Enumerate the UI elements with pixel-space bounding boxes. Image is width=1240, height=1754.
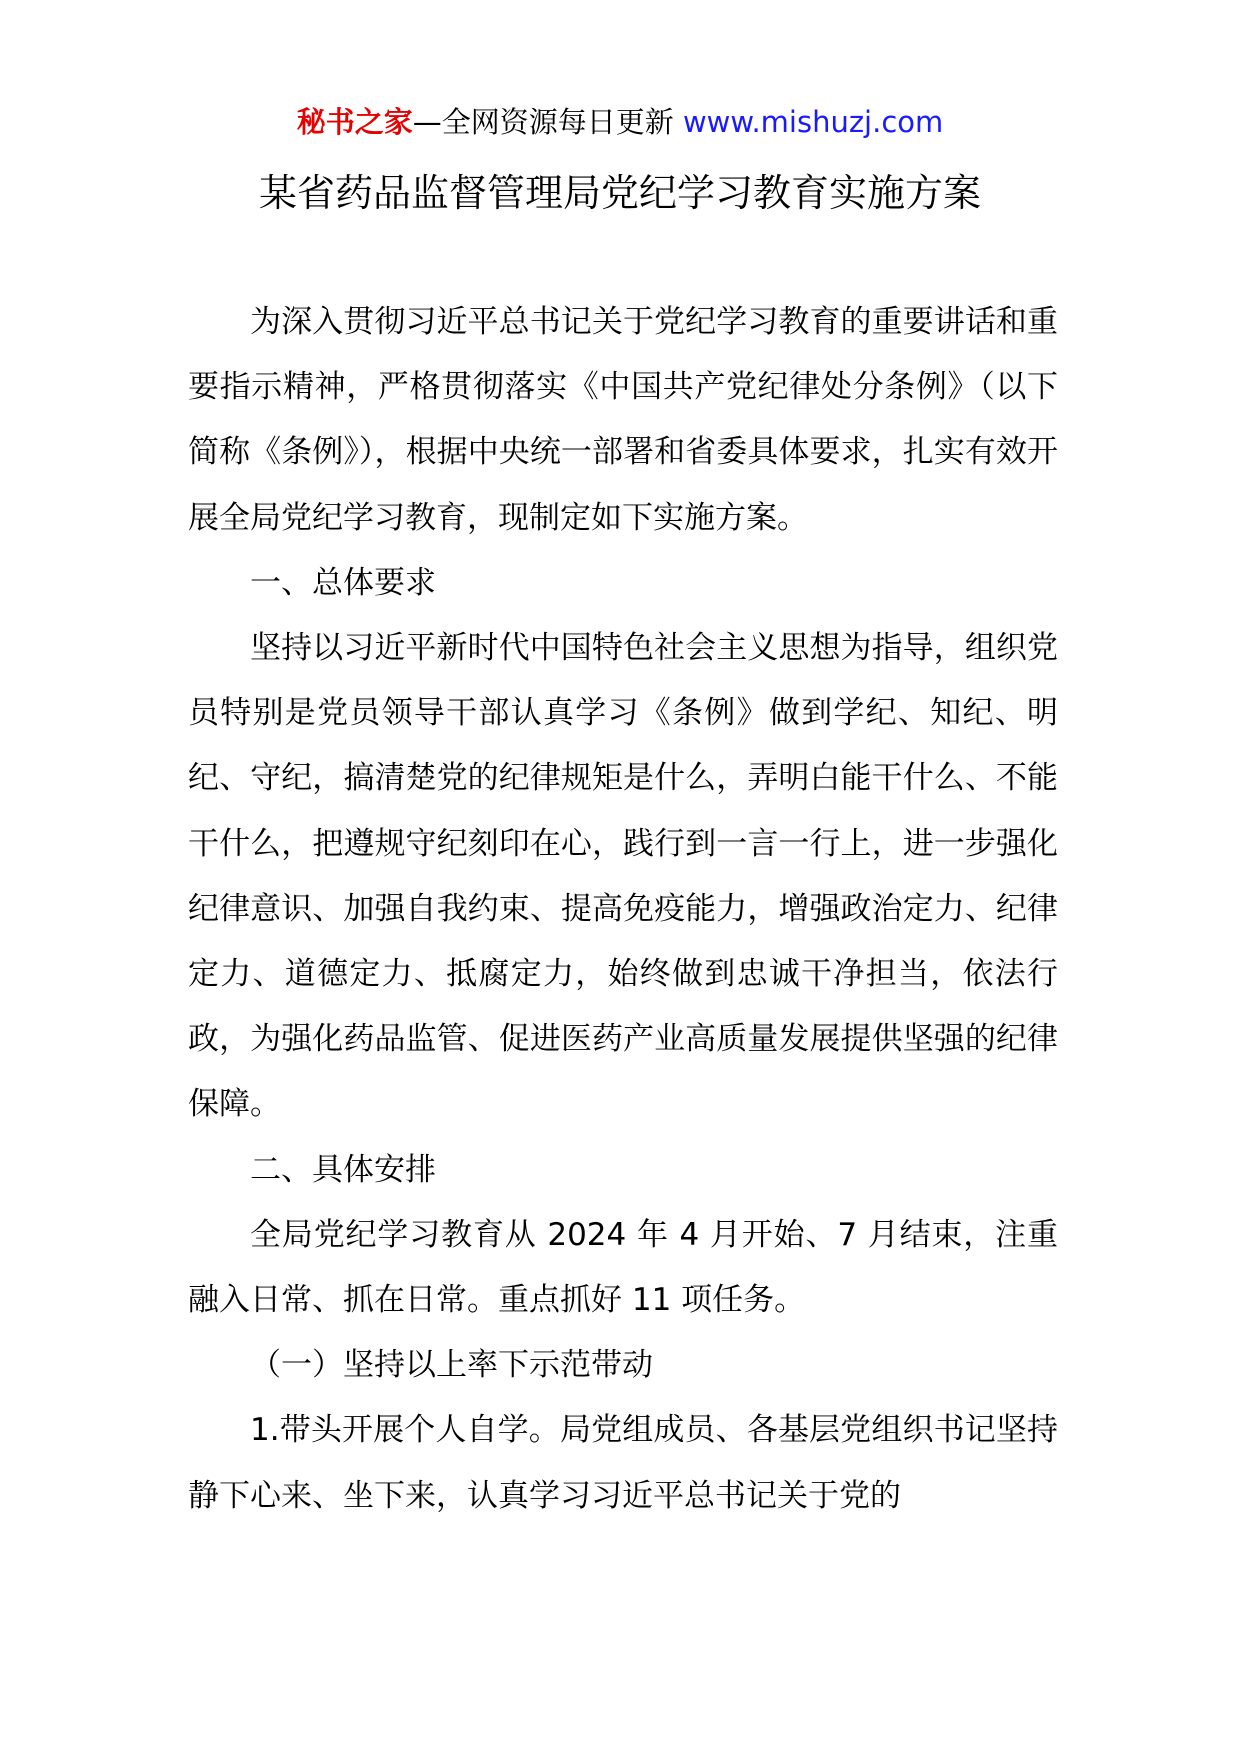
task-1-paragraph: 1.带头开展个人自学。局党组成员、各基层党组织书记坚持静下心来、坐下来，认真学习习近平总书记关于党的 (188, 1412, 1058, 1514)
document-body (188, 290, 1058, 1529)
site-tagline: —全网资源每日更新 (412, 105, 674, 139)
intro-paragraph: 为深入贯彻习近平总书记关于党纪学习教育的重要讲话和重要指示精神，严格贯彻落实《中国共产党纪律处分条例》（以下简称《条例》），根据中央统一部署和省委具体要求，扎实有效开展全局党纪学习教育，现制定如下实施方案。 (188, 304, 1058, 536)
section-heading-general-requirements: 一、总体要求 (250, 564, 436, 601)
section-heading-specific-arrangements: 二、具体安排 (250, 1151, 436, 1188)
subsection-heading-lead-by-example: （一）坚持以上率下示范带动 (250, 1347, 653, 1384)
site-url-link[interactable]: www.mishuzj.com (682, 105, 944, 139)
site-brand: 秘书之家 (296, 105, 413, 139)
general-requirements-paragraph: 坚持以习近平新时代中国特色社会主义思想为指导，组织党员特别是党员领导干部认真学习《条例》做到学纪、知纪、明纪、守纪，搞清楚党的纪律规矩是什么，弄明白能干什么、不能干什么，把遵规守纪刻印在心，践行到一言一行上，进一步强化纪律意识、加强自我约束、提高免疫能力，增强政治定力、纪律定力、道德定力、抵腐定力，始终做到忠诚干净担当，依法行政，为强化药品监管、促进医药产业高质量发展提供坚强的纪律保障。 (188, 630, 1058, 1123)
arrangements-paragraph: 全局党纪学习教育从 2024 年 4 月开始、7 月结束，注重融入日常、抓在日常。重点抓好 11 项任务。 (188, 1216, 1058, 1319)
site-banner (0, 100, 1240, 144)
document-title: 某省药品监督管理局党纪学习教育实施方案 (258, 171, 981, 215)
